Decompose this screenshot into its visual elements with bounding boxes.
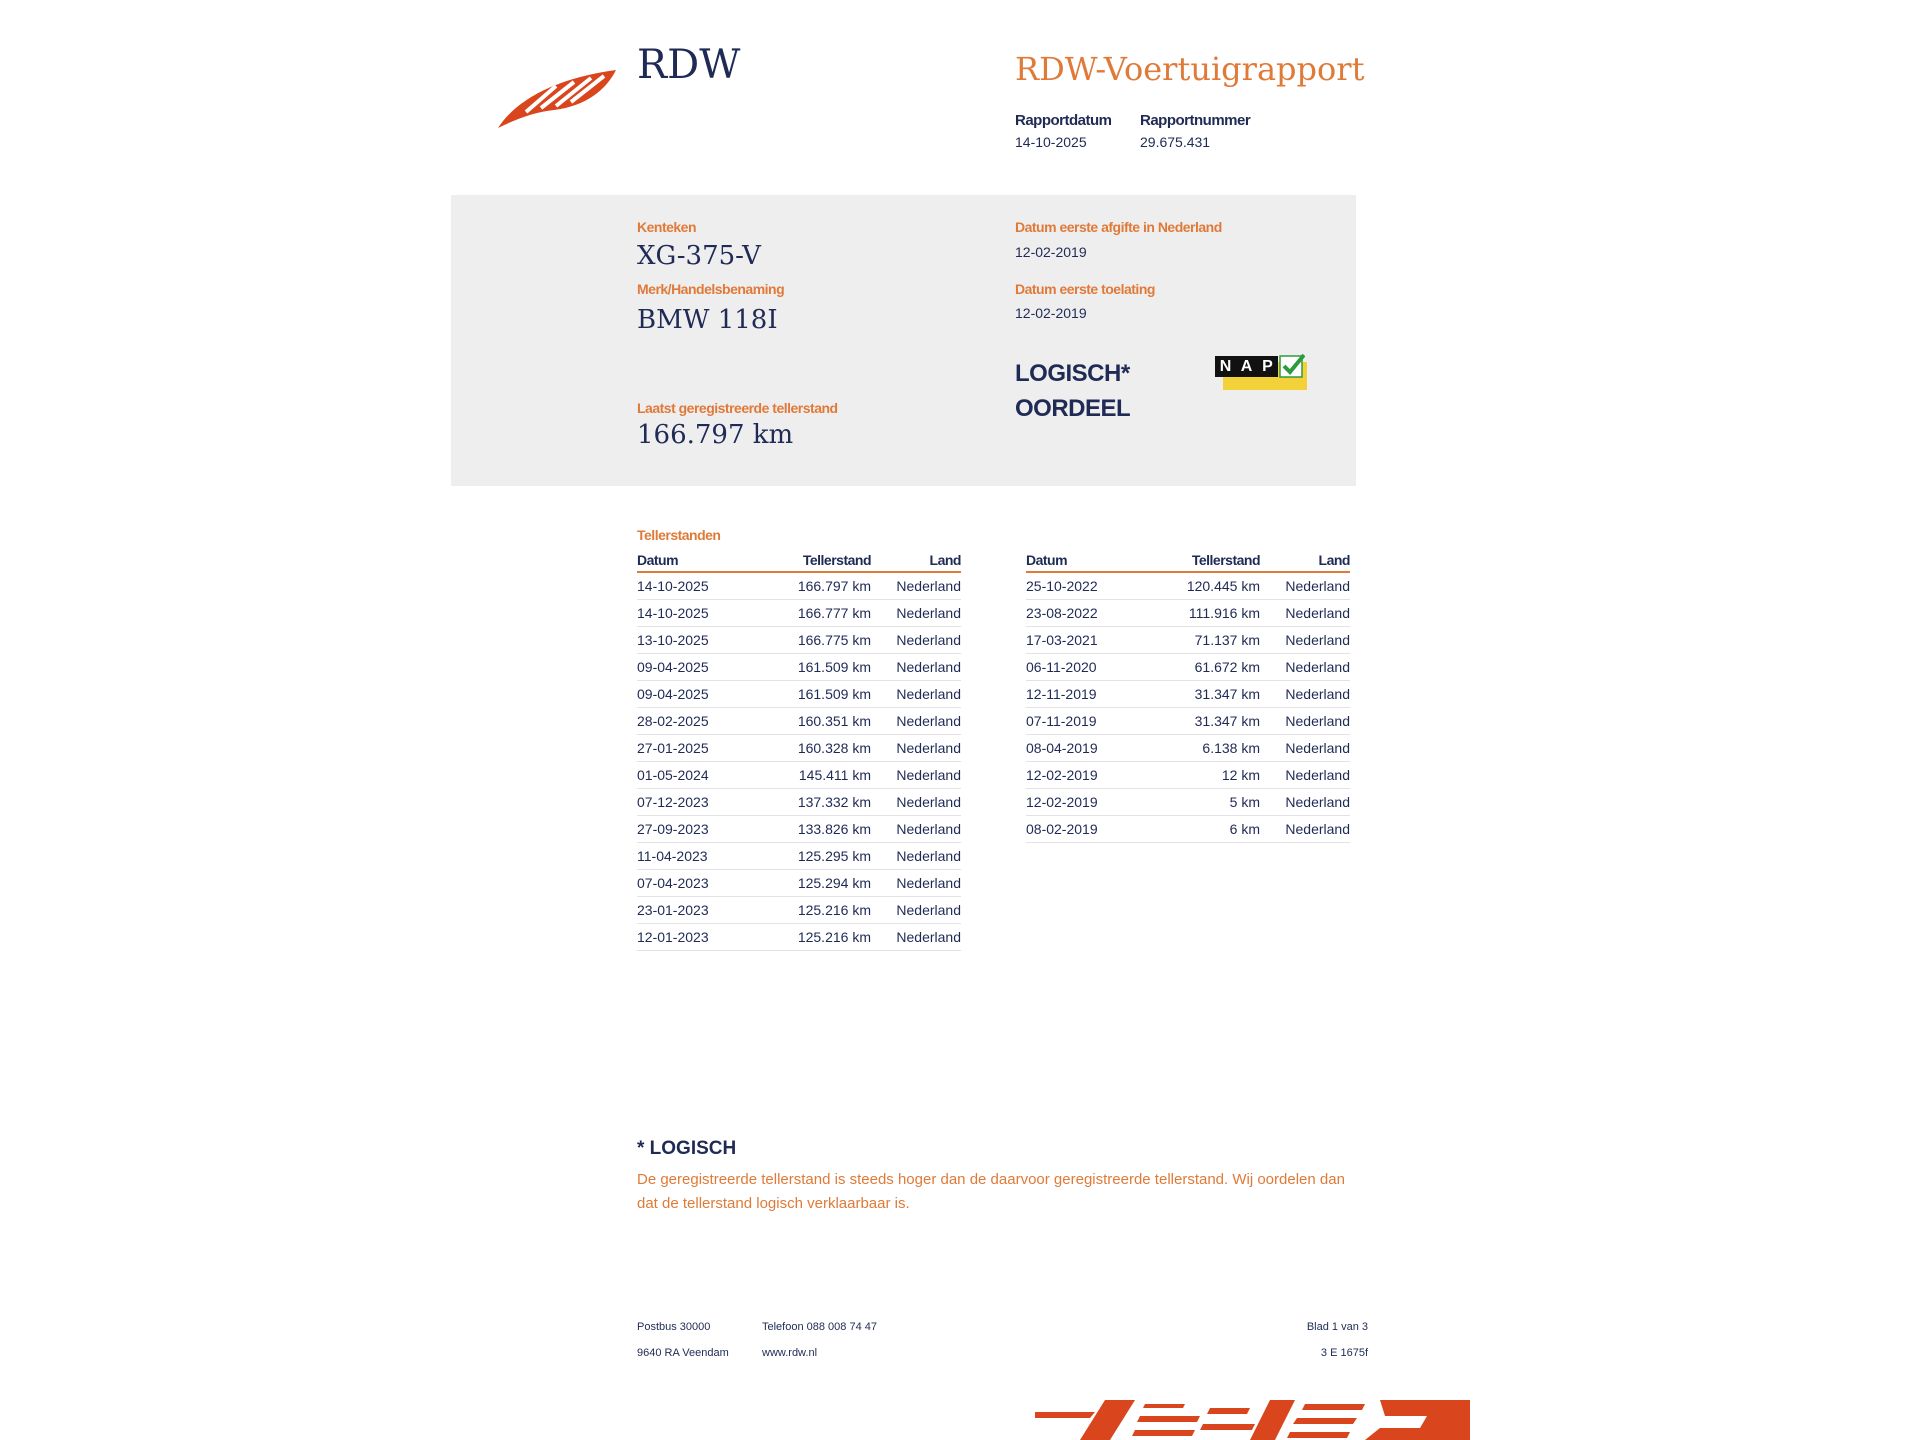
cell-date: 27-01-2025 xyxy=(637,735,767,762)
cell-country: Nederland xyxy=(1260,627,1350,654)
cell-date: 07-11-2019 xyxy=(1026,708,1156,735)
cell-date: 07-04-2023 xyxy=(637,870,767,897)
table-header-row xyxy=(637,549,961,572)
cell-country: Nederland xyxy=(1260,681,1350,708)
table-row xyxy=(1026,627,1350,654)
footer-code: 3 E 1675f xyxy=(1320,1347,1368,1359)
cell-date: 13-10-2025 xyxy=(637,627,767,654)
cell-odometer: 125.216 km xyxy=(767,897,871,924)
nap-letter-p: P xyxy=(1257,356,1278,377)
nap-badge xyxy=(1215,352,1307,390)
table-row xyxy=(637,897,961,924)
cell-country: Nederland xyxy=(1260,600,1350,627)
cell-date: 09-04-2025 xyxy=(637,681,767,708)
table-row xyxy=(637,681,961,708)
first-nl-value: 12-02-2019 xyxy=(1015,244,1087,260)
footer-phone: Telefoon 088 008 74 47 xyxy=(762,1321,877,1333)
column-header-country: Land xyxy=(1260,549,1350,572)
cell-odometer: 161.509 km xyxy=(767,681,871,708)
rdw-logo-icon xyxy=(496,60,622,130)
cell-odometer: 161.509 km xyxy=(767,654,871,681)
cell-date: 12-01-2023 xyxy=(637,924,767,951)
odometer-label: Laatst geregistreerde tellerstand xyxy=(637,400,838,416)
table-row xyxy=(1026,654,1350,681)
cell-date: 01-05-2024 xyxy=(637,762,767,789)
report-date-label: Rapportdatum xyxy=(1015,112,1112,129)
cell-odometer: 133.826 km xyxy=(767,816,871,843)
cell-country: Nederland xyxy=(871,924,961,951)
table-row xyxy=(637,924,961,951)
cell-odometer: 145.411 km xyxy=(767,762,871,789)
verdict-label: OORDEEL xyxy=(1015,395,1131,422)
cell-country: Nederland xyxy=(1260,654,1350,681)
cell-date: 23-01-2023 xyxy=(637,897,767,924)
cell-odometer: 12 km xyxy=(1156,762,1260,789)
cell-odometer: 160.328 km xyxy=(767,735,871,762)
cell-odometer: 31.347 km xyxy=(1156,708,1260,735)
cell-date: 12-02-2019 xyxy=(1026,762,1156,789)
cell-date: 11-04-2023 xyxy=(637,843,767,870)
table-row xyxy=(637,708,961,735)
cell-odometer: 71.137 km xyxy=(1156,627,1260,654)
cell-date: 14-10-2025 xyxy=(637,600,767,627)
make-value: BMW 118I xyxy=(637,305,778,335)
column-header-date: Datum xyxy=(1026,549,1156,572)
cell-odometer: 61.672 km xyxy=(1156,654,1260,681)
odometer-value: 166.797 km xyxy=(637,420,794,450)
cell-country: Nederland xyxy=(871,897,961,924)
table-row xyxy=(637,870,961,897)
odometer-table-left xyxy=(637,549,961,951)
cell-odometer: 166.775 km xyxy=(767,627,871,654)
cell-country: Nederland xyxy=(1260,572,1350,600)
cell-date: 08-02-2019 xyxy=(1026,816,1156,843)
report-title: RDW-Voertuigrapport xyxy=(1015,50,1365,88)
table-row xyxy=(637,600,961,627)
cell-date: 14-10-2025 xyxy=(637,572,767,600)
cell-date: 06-11-2020 xyxy=(1026,654,1156,681)
odometer-table-right xyxy=(1026,549,1350,843)
footer-address-line1: Postbus 30000 xyxy=(637,1321,711,1333)
decorative-stripes-icon xyxy=(1035,1398,1470,1440)
checkmark-icon xyxy=(1279,352,1305,378)
cell-date: 12-11-2019 xyxy=(1026,681,1156,708)
cell-odometer: 120.445 km xyxy=(1156,572,1260,600)
cell-country: Nederland xyxy=(1260,735,1350,762)
cell-odometer: 137.332 km xyxy=(767,789,871,816)
table-header-row xyxy=(1026,549,1350,572)
make-label: Merk/Handelsbenaming xyxy=(637,281,785,297)
table-row xyxy=(1026,735,1350,762)
cell-country: Nederland xyxy=(871,708,961,735)
column-header-country: Land xyxy=(871,549,961,572)
cell-date: 08-04-2019 xyxy=(1026,735,1156,762)
plate-label: Kenteken xyxy=(637,219,697,235)
cell-odometer: 166.797 km xyxy=(767,572,871,600)
cell-odometer: 125.216 km xyxy=(767,924,871,951)
cell-country: Nederland xyxy=(871,600,961,627)
cell-country: Nederland xyxy=(871,870,961,897)
nap-letter-n: N xyxy=(1215,356,1236,377)
cell-odometer: 6 km xyxy=(1156,816,1260,843)
table-row xyxy=(637,735,961,762)
cell-date: 25-10-2022 xyxy=(1026,572,1156,600)
cell-odometer: 160.351 km xyxy=(767,708,871,735)
cell-odometer: 166.777 km xyxy=(767,600,871,627)
footer-address-line2: 9640 RA Veendam xyxy=(637,1347,729,1359)
footnote-text: De geregistreerde tellerstand is steeds hoger dan de daarvoor geregistreerde tellerstand. Wij oordelen dan dat de tellerstand logisch verklaarbaar is. xyxy=(637,1171,1345,1212)
cell-date: 28-02-2025 xyxy=(637,708,767,735)
table-row xyxy=(1026,708,1350,735)
table-row xyxy=(637,572,961,600)
first-admission-value: 12-02-2019 xyxy=(1015,305,1087,321)
cell-date: 23-08-2022 xyxy=(1026,600,1156,627)
footer-page-number: Blad 1 van 3 xyxy=(1306,1321,1368,1333)
footnote-title: * LOGISCH xyxy=(637,1138,737,1159)
cell-country: Nederland xyxy=(871,627,961,654)
cell-country: Nederland xyxy=(1260,708,1350,735)
table-row xyxy=(637,843,961,870)
plate-value: XG-375-V xyxy=(637,241,761,271)
cell-country: Nederland xyxy=(871,654,961,681)
cell-date: 27-09-2023 xyxy=(637,816,767,843)
cell-date: 17-03-2021 xyxy=(1026,627,1156,654)
report-date: 14-10-2025 xyxy=(1015,134,1087,150)
footer-website[interactable]: www.rdw.nl xyxy=(762,1347,818,1359)
table-row xyxy=(637,654,961,681)
cell-date: 12-02-2019 xyxy=(1026,789,1156,816)
odometer-section-title: Tellerstanden xyxy=(637,527,721,543)
column-header-odometer: Tellerstand xyxy=(1156,549,1260,572)
cell-country: Nederland xyxy=(871,843,961,870)
table-row xyxy=(637,627,961,654)
cell-odometer: 111.916 km xyxy=(1156,600,1260,627)
cell-country: Nederland xyxy=(871,762,961,789)
cell-country: Nederland xyxy=(871,816,961,843)
cell-odometer: 5 km xyxy=(1156,789,1260,816)
first-admission-label: Datum eerste toelating xyxy=(1015,281,1155,297)
cell-odometer: 6.138 km xyxy=(1156,735,1260,762)
table-row xyxy=(637,816,961,843)
table-row xyxy=(637,762,961,789)
table-row xyxy=(1026,681,1350,708)
cell-country: Nederland xyxy=(1260,762,1350,789)
cell-country: Nederland xyxy=(871,572,961,600)
brand-name: RDW xyxy=(637,42,741,88)
cell-country: Nederland xyxy=(1260,816,1350,843)
cell-date: 07-12-2023 xyxy=(637,789,767,816)
cell-date: 09-04-2025 xyxy=(637,654,767,681)
table-row xyxy=(637,789,961,816)
vehicle-summary-panel xyxy=(451,195,1356,486)
cell-country: Nederland xyxy=(871,681,961,708)
table-row xyxy=(1026,572,1350,600)
cell-odometer: 125.294 km xyxy=(767,870,871,897)
cell-odometer: 31.347 km xyxy=(1156,681,1260,708)
cell-odometer: 125.295 km xyxy=(767,843,871,870)
first-nl-label: Datum eerste afgifte in Nederland xyxy=(1015,219,1222,235)
report-number: 29.675.431 xyxy=(1140,134,1211,150)
verdict-value: LOGISCH* xyxy=(1015,360,1130,387)
table-row xyxy=(1026,762,1350,789)
table-row xyxy=(1026,789,1350,816)
cell-country: Nederland xyxy=(1260,789,1350,816)
cell-country: Nederland xyxy=(871,735,961,762)
column-header-date: Datum xyxy=(637,549,767,572)
column-header-odometer: Tellerstand xyxy=(767,549,871,572)
table-row xyxy=(1026,816,1350,843)
table-row xyxy=(1026,600,1350,627)
cell-country: Nederland xyxy=(871,789,961,816)
report-number-label: Rapportnummer xyxy=(1140,112,1251,129)
nap-letter-a: A xyxy=(1236,356,1257,377)
panel-notch xyxy=(451,466,571,486)
